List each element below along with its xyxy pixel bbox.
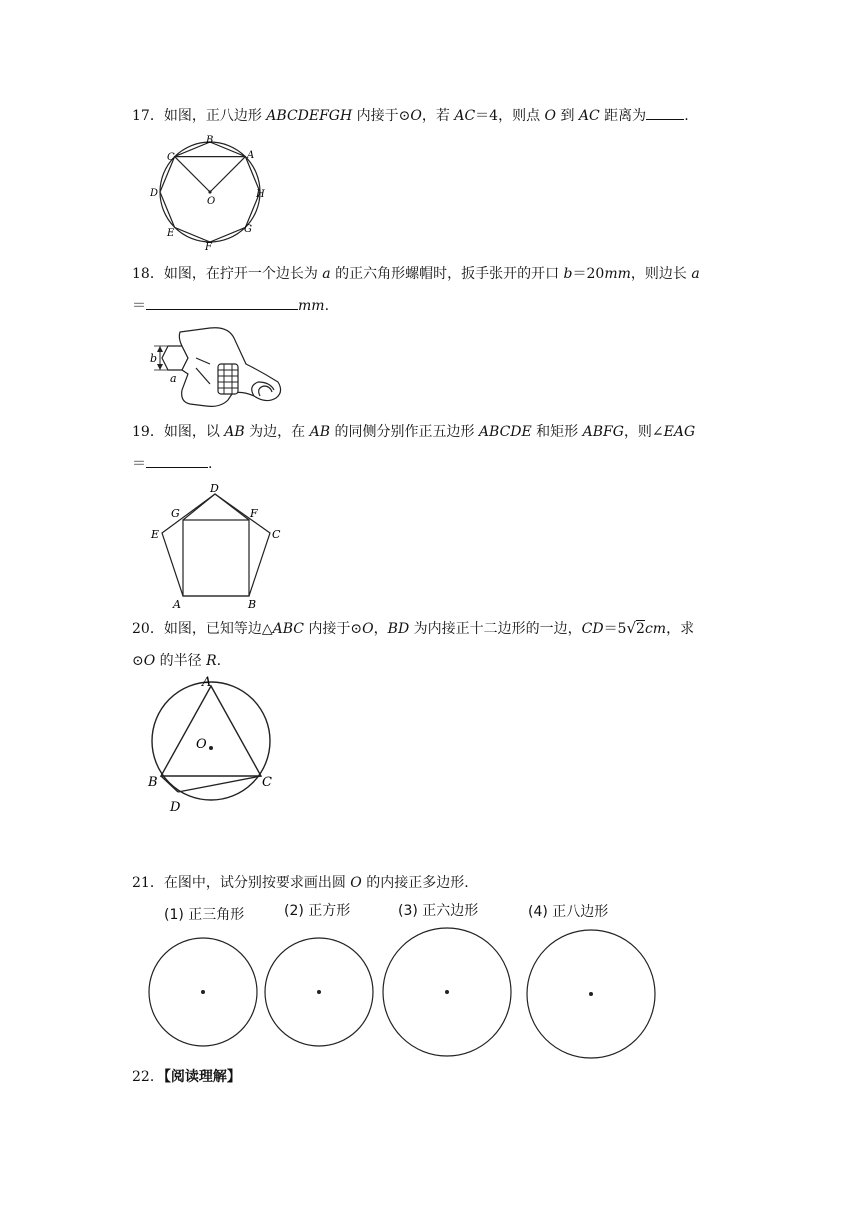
question-20 [132, 616, 732, 673]
label-e: E [167, 228, 175, 239]
question-17 [132, 104, 732, 128]
label-square: (2) 正方形 [284, 903, 351, 919]
question-19-text-line2: ＝ . [132, 452, 732, 476]
label-c: C [262, 775, 272, 790]
label-g: G [244, 224, 252, 235]
label-a: A [247, 150, 255, 161]
label-triangle: (1) 正三角形 [164, 907, 245, 923]
question-19 [132, 420, 732, 476]
circle-octagon-canvas[interactable] [527, 930, 655, 1058]
label-o: O [196, 737, 207, 752]
label-o: O [207, 196, 216, 207]
drawing-circles[interactable] [140, 920, 670, 1066]
question-21-text: 21．在图中，试分别按要求画出圆 O 的内接正多边形. [132, 875, 469, 891]
label-a: A [202, 675, 212, 690]
label-f: F [205, 242, 212, 252]
question-20-text-line2: ⊙O 的半径 R. [132, 653, 222, 669]
question-17-text: 17．如图，正八边形 ABCDEFGH 内接于⊙O，若 AC＝4，则点 O 到 AC 距离为 . [132, 104, 732, 128]
question-19-text: 19．如图，以 AB 为边，在 AB 的同侧分别作正五边形 ABCDE 和矩形 ABFG，则∠EAG [132, 424, 696, 440]
question-18-text: 18．如图，在拧开一个边长为 a 的正六角形螺帽时，扳手张开的开口 b＝20mm，则边长 a [132, 266, 700, 282]
circle-hexagon-canvas[interactable] [383, 928, 511, 1056]
label-d: D [170, 800, 181, 815]
label-g: G [171, 507, 180, 520]
question-21 [132, 871, 732, 895]
label-f: F [250, 507, 258, 520]
label-d: D [210, 482, 219, 495]
label-a: A [173, 598, 181, 611]
label-b: B [206, 135, 214, 146]
figure-octagon [148, 134, 270, 252]
circle-triangle-canvas[interactable] [149, 938, 257, 1046]
figure-triangle-in-circle [144, 674, 284, 816]
label-b: b [150, 352, 158, 365]
label-b: B [248, 598, 257, 611]
question-18 [132, 262, 732, 318]
question-22-text: 22．【阅读理解】 [132, 1069, 241, 1085]
label-c: C [167, 152, 175, 163]
label-e: E [151, 528, 160, 541]
label-d: D [150, 188, 159, 199]
label-h: H [256, 189, 265, 200]
question-22 [132, 1065, 732, 1089]
answer-blank-18[interactable] [146, 294, 298, 310]
label-octagon: (4) 正八边形 [528, 904, 609, 920]
answer-blank-17[interactable] [646, 104, 684, 120]
label-a: a [170, 372, 177, 385]
label-c: C [272, 528, 281, 541]
figure-pentagon [146, 482, 286, 612]
answer-blank-19[interactable] [146, 452, 208, 468]
question-18-text-line2: ＝ mm. [132, 294, 732, 318]
label-b: B [148, 775, 158, 790]
label-hexagon: (3) 正六边形 [398, 903, 479, 919]
question-20-text: 20．如图，已知等边△ABC 内接于⊙O，BD 为内接正十二边形的一边，CD＝5√2cm，求 [132, 619, 695, 637]
figure-wrench [150, 324, 285, 410]
circle-square-canvas[interactable] [265, 938, 373, 1046]
